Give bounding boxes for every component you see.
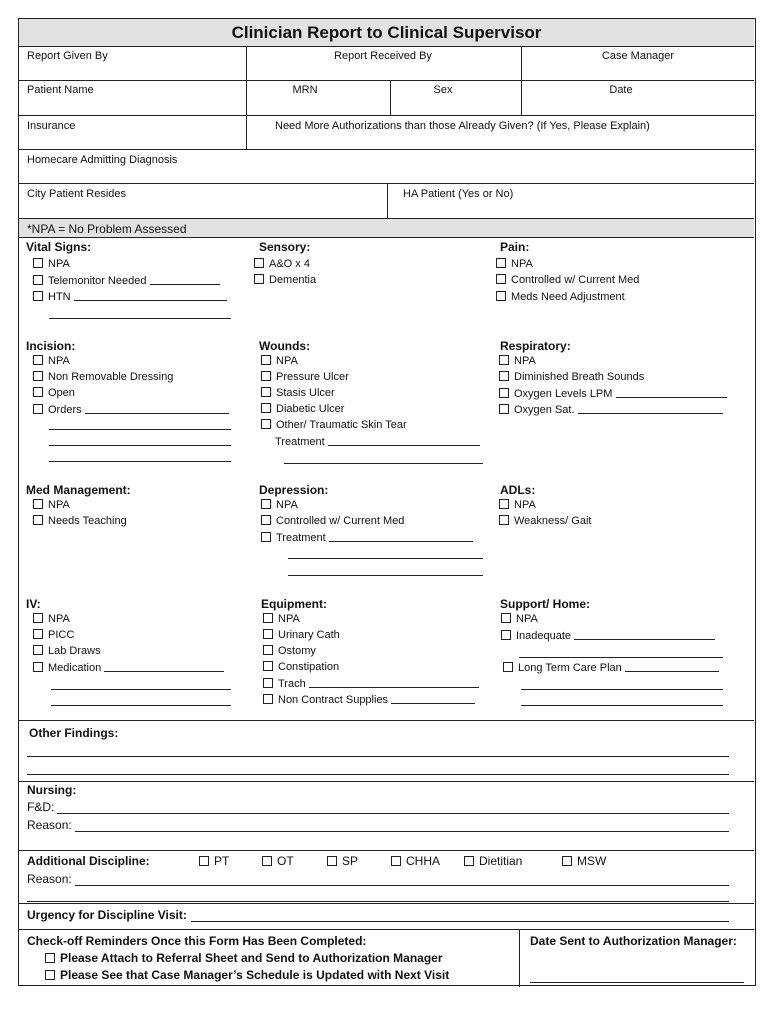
blank-line[interactable] (391, 693, 475, 704)
checkbox[interactable] (261, 419, 271, 429)
adls-npa-option[interactable]: NPA (499, 499, 536, 511)
diminished-breath-option[interactable]: Diminished Breath Sounds (499, 371, 644, 383)
checkbox[interactable] (263, 613, 273, 623)
rule (521, 46, 522, 115)
additional-reason-label: Reason: (27, 872, 72, 886)
constipation-option[interactable]: Constipation (263, 661, 339, 673)
checkbox[interactable] (499, 371, 509, 381)
date-label: Date (609, 84, 633, 96)
meds-adjustment-option[interactable]: Meds Need Adjustment (496, 291, 625, 303)
insurance-label: Insurance (27, 120, 76, 132)
checkbox[interactable] (499, 499, 509, 509)
urinary-cath-option[interactable]: Urinary Cath (263, 629, 340, 641)
blank-line[interactable] (574, 629, 715, 640)
form-title: Clinician Report to Clinical Supervisor (19, 19, 754, 46)
checkbox[interactable] (327, 856, 337, 866)
medication-option[interactable]: Medication (33, 661, 224, 674)
rule (19, 46, 754, 47)
nursing-reason-line[interactable] (75, 831, 729, 832)
iv-npa-option[interactable]: NPA (33, 613, 70, 625)
fd-label: F&D: (27, 800, 55, 814)
checkbox[interactable] (503, 662, 513, 672)
case-manager-label: Case Manager (601, 50, 675, 62)
wounds-treatment-field[interactable]: Treatment (275, 435, 480, 448)
blank-line[interactable] (288, 558, 483, 559)
blank-line[interactable] (578, 403, 723, 414)
rule (19, 115, 754, 116)
additional-discipline-heading: Additional Discipline: (27, 854, 150, 868)
pain-heading: Pain: (500, 240, 530, 254)
checkbox[interactable] (199, 856, 209, 866)
checkbox[interactable] (263, 629, 273, 639)
med-npa-option[interactable]: NPA (33, 499, 70, 511)
inadequate-option[interactable]: Inadequate (501, 629, 715, 642)
checkbox[interactable] (33, 515, 43, 525)
checkbox[interactable] (262, 856, 272, 866)
checkbox[interactable] (33, 662, 43, 672)
blank-line[interactable] (85, 403, 229, 414)
pain-npa-option[interactable]: NPA (496, 258, 533, 270)
checkbox[interactable] (499, 388, 509, 398)
ostomy-option[interactable]: Ostomy (263, 645, 316, 657)
date-sent-label: Date Sent to Authorization Manager: (530, 934, 737, 948)
report-received-by-label: Report Received By (334, 50, 432, 62)
oxygen-sat-option[interactable]: Oxygen Sat. (499, 403, 723, 416)
date-sent-line[interactable] (530, 982, 744, 983)
checkbox[interactable] (261, 371, 271, 381)
rule (19, 237, 754, 238)
schedule-updated-option[interactable]: Please See that Case Manager’s Schedule is Updated with Next Visit (45, 968, 449, 982)
blank-line[interactable] (49, 445, 231, 446)
homecare-diagnosis-label: Homecare Admitting Diagnosis (27, 154, 178, 166)
support-npa-option[interactable]: NPA (501, 613, 538, 625)
attach-referral-option[interactable]: Please Attach to Referral Sheet and Send to Authorization Manager (45, 951, 443, 965)
blank-line[interactable] (150, 274, 220, 285)
blank-line[interactable] (309, 677, 479, 688)
ot-option[interactable]: OT (262, 854, 294, 868)
blank-line[interactable] (519, 657, 723, 658)
oxygen-levels-option[interactable]: Oxygen Levels LPM (499, 387, 727, 400)
depression-npa-option[interactable]: NPA (261, 499, 298, 511)
rule (19, 149, 754, 150)
respiratory-npa-option[interactable]: NPA (499, 355, 536, 367)
urgency-line[interactable] (191, 921, 729, 922)
dietitian-option[interactable]: Dietitian (464, 854, 522, 868)
checkbox[interactable] (263, 678, 273, 688)
equipment-npa-option[interactable]: NPA (263, 613, 300, 625)
blank-line[interactable] (49, 318, 231, 319)
non-removable-dressing-option[interactable]: Non Removable Dressing (33, 371, 173, 383)
blank-line[interactable] (625, 661, 719, 672)
chha-option[interactable]: CHHA (391, 854, 440, 868)
iv-heading: IV: (26, 597, 41, 611)
checkbox[interactable] (496, 258, 506, 268)
rule (387, 183, 388, 218)
wounds-npa-option[interactable]: NPA (261, 355, 298, 367)
long-term-care-option[interactable]: Long Term Care Plan (503, 661, 719, 674)
pain-controlled-option[interactable]: Controlled w/ Current Med (496, 274, 639, 286)
checkbox[interactable] (33, 645, 43, 655)
blank-line[interactable] (521, 720, 723, 721)
incision-orders-option[interactable]: Orders (33, 403, 229, 416)
other-findings-line[interactable] (27, 756, 729, 757)
vital-signs-heading: Vital Signs: (26, 240, 92, 254)
vital-npa-option[interactable]: NPA (33, 258, 70, 270)
checkbox[interactable] (33, 613, 43, 623)
med-management-heading: Med Management: (26, 483, 131, 497)
telemonitor-option[interactable]: Telemonitor Needed (33, 274, 220, 287)
sp-option[interactable]: SP (327, 854, 358, 868)
rule (246, 46, 247, 149)
checkbox[interactable] (33, 499, 43, 509)
non-contract-supplies-option[interactable]: Non Contract Supplies (263, 693, 475, 706)
rule (19, 850, 754, 851)
checkbox[interactable] (562, 856, 572, 866)
blank-line[interactable] (616, 387, 727, 398)
ha-patient-label: HA Patient (Yes or No) (403, 188, 514, 200)
checkbox[interactable] (263, 645, 273, 655)
incision-npa-option[interactable]: NPA (33, 355, 70, 367)
mrn-label: MRN (292, 84, 318, 96)
checkbox[interactable] (33, 371, 43, 381)
blank-line[interactable] (51, 689, 231, 690)
urgency-label: Urgency for Discipline Visit: (27, 908, 187, 922)
npa-note: *NPA = No Problem Assessed (27, 222, 187, 236)
checkbox[interactable] (501, 613, 511, 623)
blank-line[interactable] (49, 429, 231, 430)
checkbox[interactable] (254, 274, 264, 284)
checkbox[interactable] (261, 499, 271, 509)
checkbox[interactable] (501, 630, 511, 640)
other-findings-line[interactable] (27, 774, 729, 775)
report-given-by-label: Report Given By (27, 50, 108, 62)
checkbox[interactable] (261, 355, 271, 365)
patient-name-label: Patient Name (27, 84, 94, 96)
rule (19, 781, 754, 782)
incision-open-option[interactable]: Open (33, 387, 75, 399)
blank-line[interactable] (74, 290, 227, 301)
more-authorizations-label: Need More Authorizations than those Already Given? (If Yes, Please Explain) (275, 120, 650, 132)
incision-heading: Incision: (26, 339, 76, 353)
blank-line[interactable] (521, 689, 723, 690)
blank-line[interactable] (51, 705, 231, 706)
checkbox[interactable] (263, 661, 273, 671)
checkoff-heading: Check-off Reminders Once this Form Has Been Completed: (27, 934, 367, 948)
nursing-reason-label: Reason: (27, 818, 72, 832)
checkbox[interactable] (33, 387, 43, 397)
weakness-gait-option[interactable]: Weakness/ Gait (499, 515, 591, 527)
blank-line[interactable] (521, 705, 723, 706)
wounds-heading: Wounds: (259, 339, 311, 353)
equipment-heading: Equipment: (261, 597, 327, 611)
checkbox[interactable] (496, 274, 506, 284)
diabetic-ulcer-option[interactable]: Diabetic Ulcer (261, 403, 344, 415)
checkbox[interactable] (496, 291, 506, 301)
checkbox[interactable] (499, 404, 509, 414)
checkbox[interactable] (33, 291, 43, 301)
depression-controlled-option[interactable]: Controlled w/ Current Med (261, 515, 404, 527)
pressure-ulcer-option[interactable]: Pressure Ulcer (261, 371, 349, 383)
sensory-heading: Sensory: (259, 240, 311, 254)
checkbox[interactable] (263, 694, 273, 704)
checkbox[interactable] (261, 532, 271, 542)
nursing-heading: Nursing: (27, 783, 77, 797)
rule (519, 929, 520, 987)
depression-heading: Depression: (259, 483, 329, 497)
checkbox[interactable] (33, 275, 43, 285)
checkbox[interactable] (33, 404, 43, 414)
checkbox[interactable] (33, 258, 43, 268)
checkbox[interactable] (391, 856, 401, 866)
blank-line[interactable] (284, 463, 483, 464)
support-home-heading: Support/ Home: (500, 597, 590, 611)
respiratory-heading: Respiratory: (500, 339, 571, 353)
checkbox[interactable] (499, 515, 509, 525)
rule (390, 80, 391, 115)
sex-label: Sex (433, 84, 453, 96)
checkbox[interactable] (464, 856, 474, 866)
skin-tear-option[interactable]: Other/ Traumatic Skin Tear (261, 419, 407, 431)
lab-draws-option[interactable]: Lab Draws (33, 645, 101, 657)
needs-teaching-option[interactable]: Needs Teaching (33, 515, 127, 527)
blank-line[interactable] (288, 575, 483, 576)
blank-line[interactable] (329, 531, 473, 542)
checkbox[interactable] (261, 387, 271, 397)
blank-line[interactable] (49, 461, 231, 462)
checkbox[interactable] (33, 355, 43, 365)
dementia-option[interactable]: Dementia (254, 274, 316, 286)
checkbox[interactable] (261, 403, 271, 413)
blank-line[interactable] (328, 435, 480, 446)
msw-option[interactable]: MSW (562, 854, 606, 868)
pt-option[interactable]: PT (199, 854, 229, 868)
depression-treatment-option[interactable]: Treatment (261, 531, 473, 544)
checkbox[interactable] (499, 355, 509, 365)
trach-option[interactable]: Trach (263, 677, 479, 690)
stasis-ulcer-option[interactable]: Stasis Ulcer (261, 387, 335, 399)
fd-line[interactable] (57, 813, 729, 814)
checkbox[interactable] (45, 970, 55, 980)
ao-option[interactable]: A&O x 4 (254, 258, 310, 270)
blank-line[interactable] (104, 661, 224, 672)
form-frame (18, 18, 756, 986)
city-label: City Patient Resides (27, 188, 127, 200)
rule (19, 80, 754, 81)
rule (19, 903, 754, 904)
htn-option[interactable]: HTN (33, 290, 227, 303)
additional-reason-line[interactable] (75, 885, 729, 886)
picc-option[interactable]: PICC (33, 629, 74, 641)
checkbox[interactable] (45, 953, 55, 963)
additional-reason-line[interactable] (27, 901, 729, 902)
rule (19, 929, 754, 930)
adls-heading: ADLs: (500, 483, 536, 497)
checkbox[interactable] (254, 258, 264, 268)
checkbox[interactable] (261, 515, 271, 525)
checkbox[interactable] (33, 629, 43, 639)
other-findings-heading: Other Findings: (29, 726, 119, 740)
